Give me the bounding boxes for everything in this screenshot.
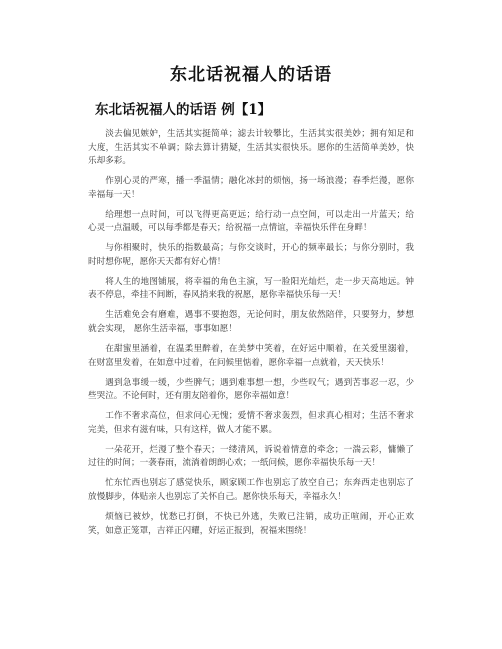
paragraph: 忙东忙西也别忘了感觉快乐，顾家顾工作也别忘了放空自己；东奔西走也别忘了放慢脚步，体贴亲人也别忘了关怀自己。愿你快乐每天，幸福永久！ bbox=[88, 478, 414, 502]
document-title: 东北话祝福人的话语 bbox=[170, 65, 332, 85]
paragraph: 生活难免会有磨难，遇事不要抱怨，无论何时，朋友依然陪伴，只要努力，梦想就会实现， 愿你生活幸福，事事如愿！ bbox=[88, 310, 414, 334]
paragraph: 遇到急事缓一缓，少些脾气；遇到难事想一想，少些叹气；遇到苦事忍一忍，少些哭泣。不论何时，还有朋友陪着你，愿你幸福如意！ bbox=[88, 377, 414, 402]
paragraph: 与你相聚时，快乐的指数最高；与你交谈时，开心的频率最长；与你分别时，我时时想你呢，愿你天天都有好心情！ bbox=[88, 243, 414, 267]
paragraph: 作别心灵的严寒，播一季温情；融化冰封的烦恼，扬一场浪漫；春季烂漫，愿你幸福每一天！ bbox=[88, 176, 414, 200]
paragraph: 工作不奢求高位，但求问心无愧；爱情不奢求轰烈，但求真心相对；生活不奢求完美，但求有滋有味，只有这样，做人才能不累。 bbox=[88, 411, 414, 435]
paragraph: 在甜蜜里涵着，在温柔里醉着，在美梦中笑着，在好运中顺着，在关爱里溺着，在财富里发着，在如意中过着，在问候里惦着，愿你幸福一点就着，天天快乐！ bbox=[88, 344, 414, 368]
section-heading: 东北话祝福人的话语 例【1】 bbox=[95, 102, 272, 118]
paragraph: 烦恼已被炒，忧愁已打倒，不快已外逃，失败已注销，成功正喧闹，开心正欢笑，如意正笼罩，吉祥正闪耀，好运正报到，祝福来围绕！ bbox=[88, 512, 414, 536]
document-body bbox=[88, 128, 414, 545]
paragraph: 给理想一点时间，可以飞得更高更远；给行动一点空间，可以走出一片蓝天；给心灵一点温暖，可以每季都是春天；给祝福一点情谊，幸福快乐伴在身畔！ bbox=[88, 209, 414, 234]
paragraph: 淡去偏见嫉妒，生活其实挺简单；滤去计较攀比，生活其实很美妙；拥有知足和大度，生活其实不单调；除去算计猜疑，生活其实很快乐。愿你的生活简单美妙，快乐却多彩。 bbox=[88, 129, 414, 166]
paragraph: 一朵花开，烂漫了整个春天；一缕清风，诉说着情意的牵念；一湍云彩，慵懒了过往的时间；一袭春雨，流淌着朗朗心欢；一纸问候，愿你幸福快乐每一天！ bbox=[88, 444, 414, 469]
paragraph: 将人生的地图铺展，将幸福的角色主演，写一脸阳光灿烂，走一步天高地远。钟表不停息，牵挂不间断，春风捎来我的祝愿，愿你幸福快乐每一天！ bbox=[88, 276, 414, 301]
